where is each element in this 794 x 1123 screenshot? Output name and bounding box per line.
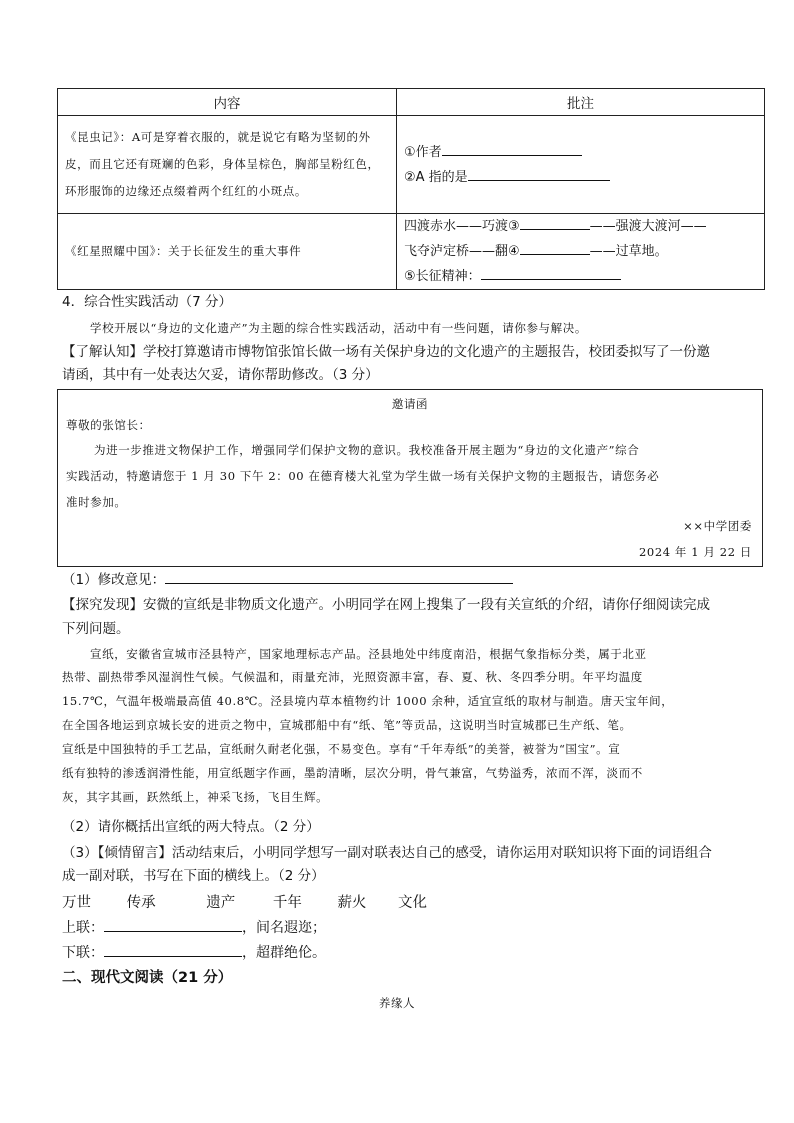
row1-note-author <box>404 140 757 165</box>
sub2-label: （2）请你概括出宣纸的两大特点。（2 分） <box>62 819 320 835</box>
table-row <box>58 214 765 290</box>
row2-note-line2 <box>404 239 757 264</box>
lower-couplet-tail: ，超群绝伦。 <box>242 945 326 961</box>
table-header-row <box>58 89 765 116</box>
q4-intro: 学校开展以“身边的文化遗产”为主题的综合性实践活动，活动中有一些问题，请你参与解决。 <box>90 321 587 335</box>
answer-blank[interactable] <box>520 214 590 230</box>
row2-note-3: ⑤长征精神： <box>404 269 481 284</box>
lower-couplet-label: 下联： <box>62 945 104 961</box>
upper-couplet-row <box>62 916 742 940</box>
row1-note-1: ①作者 <box>404 144 442 160</box>
invitation-letter-box <box>57 389 763 567</box>
answer-blank[interactable] <box>442 140 582 156</box>
row2-note-1a: 四渡赤水——巧渡③ <box>404 219 520 234</box>
letter-body-line3: 准时参加。 <box>66 495 127 509</box>
sub1-label: （1）修改意见： <box>62 572 166 588</box>
sub1-row <box>62 568 742 592</box>
header-note: 批注 <box>397 89 765 116</box>
explore-p2: 热带、副热带季风湿润性气候。气候温和，雨量充沛，光照资源丰富，春、夏、秋、冬四季分明。年平均温度 <box>62 670 643 684</box>
row2-note-1b: ——强渡大渡河—— <box>589 219 707 234</box>
couplet-word-list <box>62 891 742 915</box>
row2-content: 《红星照耀中国》：关于长征发生的重大事件 <box>65 244 302 258</box>
explore-p5: 宣纸是中国独特的手工艺品，宣纸耐久耐老化强，不易变色。享有“千年寿纸”的美誉，被誉为“国宝”。宣 <box>62 742 621 756</box>
row2-note-line1 <box>404 214 757 239</box>
row1-note-cell <box>397 116 765 214</box>
word-item: 千年 <box>272 895 302 911</box>
row2-note-line3 <box>404 264 757 289</box>
answer-blank[interactable] <box>481 264 621 280</box>
letter-title: 邀请函 <box>391 397 429 411</box>
explore-line2: 下列问题。 <box>62 621 130 637</box>
explore-p6: 纸有独特的渗透润滑性能，用宣纸题字作画，墨韵清晰，层次分明，骨气兼富，气势溢秀，浓而不浑，淡而不 <box>62 766 643 780</box>
explore-p7: 灰，其字其画，跃然纸上，神采飞扬，飞目生辉。 <box>62 790 329 804</box>
row1-content: 《昆虫记》：A可是穿着衣服的，就是说它有略为坚韧的外皮，而且它还有斑斓的色彩，身体呈棕色，胸部呈粉红色，环形服饰的边缘还点缀着两个红红的小斑点。 <box>65 130 380 198</box>
reading-notes-table <box>57 88 765 290</box>
row1-note-2: ②A 指的是 <box>404 169 468 185</box>
answer-blank[interactable] <box>520 239 590 255</box>
word-item: 传承 <box>126 895 156 911</box>
word-item: 万世 <box>62 895 91 911</box>
row1-content-cell <box>58 116 397 214</box>
explore-p3: 15.7℃，气温年极端最高值 40.8℃。泾县境内草本植物约计 1000 余种，适宜宣纸的取材与制造。唐天宝年间， <box>62 694 674 708</box>
row2-note-2a: 飞夺泸定桥——翻④ <box>404 244 520 259</box>
word-item: 薪火 <box>337 895 367 911</box>
letter-body-line2: 实践活动，特邀请您于 1 月 30 下午 2：00 在德育楼大礼堂为学生做一场有关保护文物的主题报告，请您务必 <box>66 469 660 483</box>
row2-note-2b: ——过草地。 <box>589 244 668 259</box>
answer-blank[interactable] <box>468 165 610 181</box>
explore-line1: 【探究发现】安微的宣纸是非物质文化遗产。小明同学在网上搜集了一段有关宣纸的介绍，请你仔细阅读完成 <box>62 597 710 613</box>
letter-body-line1: 为进一步推进文物保护工作，增强同学们保护文物的意识。我校准备开展主题为“身边的文化遗产”综合 <box>94 443 640 457</box>
header-content: 内容 <box>58 89 397 116</box>
q4-part1-line2: 请函，其中有一处表达欠妥，请你帮助修改。（3 分） <box>62 367 379 383</box>
letter-date: 2024 年 1 月 22 日 <box>639 545 752 559</box>
sub3-line2: 成一副对联，书写在下面的横线上。（2 分） <box>62 868 325 884</box>
upper-couplet-label: 上联： <box>62 920 104 936</box>
word-item: 文化 <box>398 895 428 911</box>
upper-couplet-tail: ，间名遐迩； <box>242 920 326 936</box>
letter-salutation: 尊敬的张馆长： <box>66 418 151 432</box>
lower-couplet-blank[interactable] <box>104 941 242 957</box>
explore-p4: 在全国各地运到京城长安的进贡之物中，宣城郡船中有“纸、笔”等贡品，这说明当时宣城郡已生产纸、笔。 <box>62 718 632 732</box>
story-title: 养缘人 <box>378 996 416 1010</box>
q4-part1-line1: 【了解认知】学校打算邀请市博物馆张馆长做一场有关保护身边的文化遗产的主题报告，校团委拟写了一份邀 <box>62 344 710 360</box>
row2-content-cell <box>58 214 397 290</box>
section2-heading: 二、现代文阅读（21 分） <box>62 970 233 986</box>
word-item: 遗产 <box>206 895 236 911</box>
table-row <box>58 116 765 214</box>
letter-signature: ××中学团委 <box>683 519 752 533</box>
q4-heading: 4．综合性实践活动（7 分） <box>62 294 232 310</box>
row1-note-a <box>404 165 757 190</box>
lower-couplet-row <box>62 941 742 965</box>
explore-p1: 宣纸，安徽省宣城市泾县特产，国家地理标志产品。泾县地处中纬度南沿，根据气象指标分类，属于北亚 <box>90 647 647 661</box>
upper-couplet-blank[interactable] <box>104 916 242 932</box>
row2-note-cell <box>397 214 765 290</box>
answer-blank[interactable] <box>165 568 513 584</box>
sub3-line1: （3）【倾情留言】活动结束后，小明同学想写一副对联表达自己的感受，请你运用对联知识将下面的词语组合 <box>62 845 712 861</box>
